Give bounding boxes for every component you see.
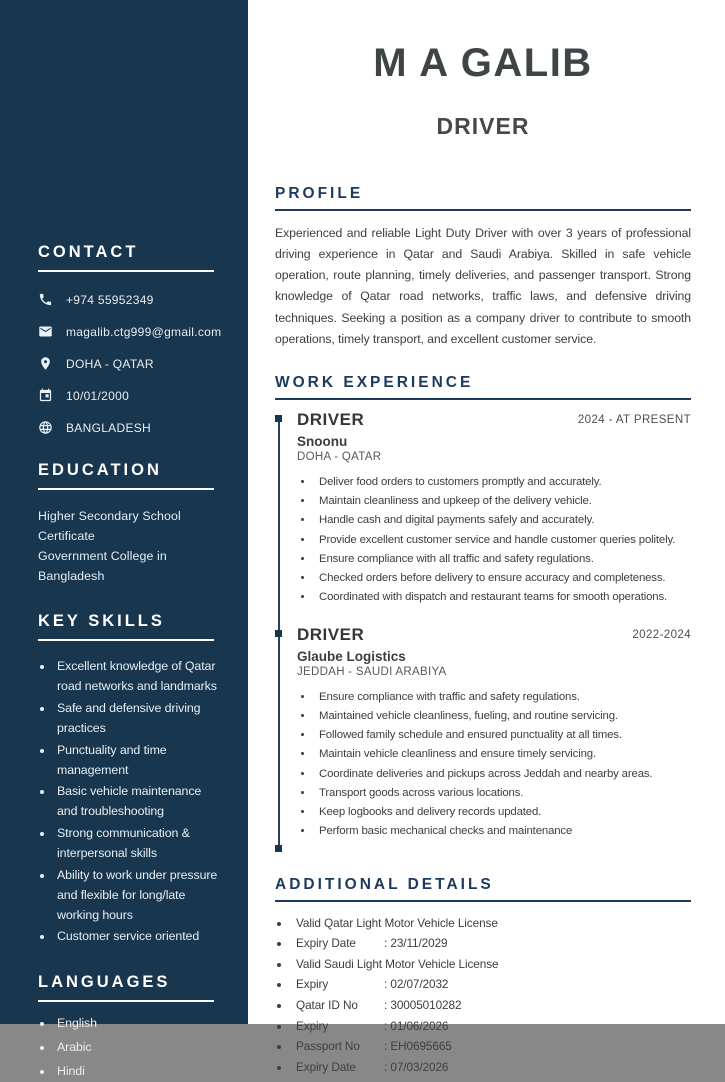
job-duty: • Maintain vehicle cleanliness and ensure timely servicing.	[314, 745, 691, 763]
profile-heading: PROFILE	[275, 185, 364, 202]
skill-item: • Excellent knowledge of Qatar road networks and landmarks	[54, 657, 222, 697]
job-duty: • Checked orders before delivery to ensure accuracy and completeness.	[314, 569, 691, 587]
job-duty: • Maintained vehicle cleanliness, fueling, and routine servicing.	[314, 707, 691, 725]
job-duty: • Perform basic mechanical checks and maintenance	[314, 822, 691, 840]
detail-label: Expiry Date	[296, 936, 356, 951]
location-icon	[38, 356, 53, 371]
detail-item	[291, 996, 691, 1015]
additional-details-list	[291, 914, 691, 1077]
detail-value: : 07/03/2026	[384, 1059, 449, 1074]
detail-item	[291, 1037, 691, 1056]
job-location: DOHA - QATAR	[297, 450, 382, 463]
skill-item: • Basic vehicle maintenance and troubleshooting	[54, 782, 222, 822]
contact-location-text: DOHA - QATAR	[66, 356, 154, 371]
work-experience-section	[275, 374, 691, 852]
candidate-name: M A GALIB	[373, 41, 593, 85]
contact-item-phone	[38, 292, 222, 307]
job-duty-list	[314, 473, 691, 607]
email-icon	[38, 324, 53, 339]
skill-item: • Punctuality and time management	[54, 741, 222, 781]
candidate-title: DRIVER	[436, 113, 530, 139]
contact-phone-text: +974 55952349	[66, 292, 154, 307]
languages-heading: LANGUAGES	[38, 973, 171, 992]
job-duty-list	[314, 688, 691, 841]
job-header	[297, 410, 691, 430]
job-company: Glaube Logistics	[297, 648, 406, 664]
skill-item: • Ability to work under pressure and flexible for long/late working hours	[54, 866, 222, 926]
contact-item-birthdate	[38, 388, 222, 403]
job-location: JEDDAH - SAUDI ARABIYA	[297, 665, 447, 678]
language-item: • Hindi	[54, 1062, 222, 1082]
contact-section	[38, 243, 222, 435]
job-duty: • Coordinate deliveries and pickups across Jeddah and nearby areas.	[314, 765, 691, 783]
contact-nationality-text: BANGLADESH	[66, 420, 152, 435]
profile-section	[275, 185, 691, 350]
profile-heading-rule	[275, 209, 691, 211]
skill-item: • Safe and defensive driving practices	[54, 699, 222, 739]
languages-heading-rule	[38, 1000, 214, 1002]
sidebar	[0, 0, 248, 1078]
contact-list	[38, 292, 222, 435]
detail-label: Expiry Date	[296, 1059, 356, 1074]
education-entries	[38, 506, 222, 586]
education-entry: Government College in Bangladesh	[38, 549, 167, 584]
detail-item	[291, 934, 691, 953]
key-skills-heading: KEY SKILLS	[38, 612, 165, 631]
detail-value: : 23/11/2029	[384, 936, 448, 951]
detail-label: Valid Qatar Light Motor Vehicle License	[296, 915, 498, 930]
contact-heading-rule	[38, 270, 214, 272]
timeline-end-marker	[275, 845, 282, 852]
job-header	[297, 625, 691, 645]
key-skills-section	[38, 612, 222, 947]
detail-label: Expiry	[296, 977, 329, 992]
languages-section	[38, 973, 222, 1082]
detail-item	[291, 955, 691, 974]
phone-icon	[38, 292, 53, 307]
language-item: • Arabic	[54, 1038, 222, 1058]
job-duty: • Coordinated with dispatch and restaurant teams for smooth operations.	[314, 588, 691, 606]
contact-birthdate-text: 10/01/2000	[66, 388, 130, 403]
detail-label: Passport No	[296, 1039, 360, 1054]
job-duty: • Maintain cleanliness and upkeep of the delivery vehicle.	[314, 492, 691, 510]
detail-item	[291, 914, 691, 933]
education-heading: EDUCATION	[38, 461, 162, 479]
contact-item-nationality	[38, 420, 222, 435]
contact-heading: CONTACT	[38, 243, 139, 261]
detail-value: : 02/07/2032	[384, 977, 449, 992]
work-experience-heading-rule	[275, 398, 691, 400]
additional-details-section	[275, 876, 691, 1077]
skill-item: • Customer service oriented	[54, 927, 222, 947]
detail-value: : EH0695665	[384, 1039, 452, 1054]
work-experience-timeline	[275, 410, 691, 852]
education-entry: Higher Secondary School Certificate	[38, 509, 181, 544]
detail-label: Valid Saudi Light Motor Vehicle License	[296, 956, 499, 971]
key-skills-list	[54, 657, 222, 947]
detail-item	[291, 975, 691, 994]
globe-icon	[38, 420, 53, 435]
detail-label: Expiry	[296, 1018, 329, 1033]
skill-item: • Strong communication & interpersonal skills	[54, 824, 222, 864]
job-role: DRIVER	[297, 409, 365, 429]
contact-item-location	[38, 356, 222, 371]
languages-list	[54, 1014, 222, 1082]
job-entry-glaube-logistics	[297, 625, 691, 841]
job-duty: • Ensure compliance with all traffic and safety regulations.	[314, 550, 691, 568]
calendar-icon	[38, 388, 53, 403]
job-duty: • Keep logbooks and delivery records updated.	[314, 803, 691, 821]
profile-text: Experienced and reliable Light Duty Driver with over 3 years of professional driving experience in Qatar and Saudi Arabiya. Skilled in safe vehicle operation, route planning, timely deliveries, and passenger transport. Strong knowledge of Qatar road networks, traffic laws, and defensive driving techniques. Seeking a position as a company driver to contribute to smooth operations, timely transport, and excellent customer service.	[275, 226, 691, 346]
detail-value: : 30005010282	[384, 998, 462, 1013]
detail-item	[291, 1017, 691, 1036]
job-duty: • Handle cash and digital payments safely and accurately.	[314, 511, 691, 529]
additional-details-heading: ADDITIONAL DETAILS	[275, 875, 494, 893]
job-duty: • Followed family schedule and ensured punctuality at all times.	[314, 726, 691, 744]
job-period: 2024 - AT PRESENT	[577, 413, 691, 426]
job-company: Snoonu	[297, 433, 348, 449]
additional-details-heading-rule	[275, 900, 691, 902]
job-duty: • Transport goods across various locations.	[314, 784, 691, 802]
detail-item	[291, 1058, 691, 1077]
main-content	[248, 0, 725, 1074]
contact-item-email	[38, 324, 222, 339]
job-entry-snoonu	[297, 410, 691, 607]
contact-email-text: magalib.ctg999@gmail.com	[66, 324, 222, 339]
work-experience-heading: WORK EXPERIENCE	[275, 373, 474, 391]
job-duty: • Ensure compliance with traffic and safety regulations.	[314, 688, 691, 706]
detail-label: Qatar ID No	[296, 998, 358, 1013]
job-duty: • Provide excellent customer service and handle customer queries politely.	[314, 531, 691, 549]
education-heading-rule	[38, 488, 214, 490]
detail-value: : 01/06/2026	[384, 1018, 449, 1033]
education-section	[38, 461, 222, 586]
job-duty: • Deliver food orders to customers promptly and accurately.	[314, 473, 691, 491]
job-period: 2022-2024	[632, 628, 691, 641]
language-item: • English	[54, 1014, 222, 1034]
key-skills-heading-rule	[38, 639, 214, 641]
job-role: DRIVER	[297, 624, 365, 644]
